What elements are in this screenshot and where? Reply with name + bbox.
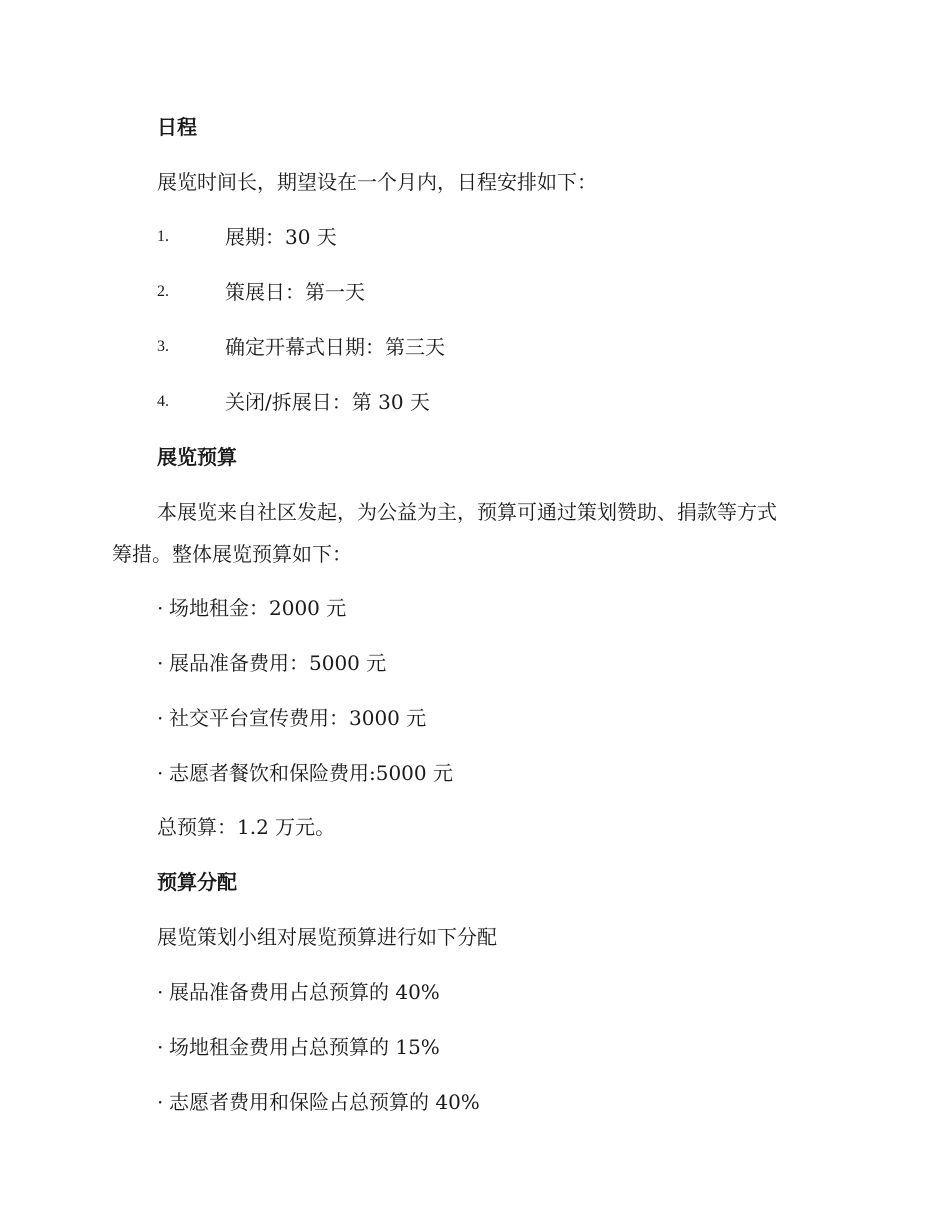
allocation-intro: 展览策划小组对展览预算进行如下分配 — [157, 925, 497, 949]
list-item-text: 社交平台宣传费用：3000 元 — [169, 706, 427, 730]
section-heading-schedule: 日程 — [157, 115, 197, 139]
list-item-text: 展品准备费用：5000 元 — [169, 651, 387, 675]
list-item-text: 场地租金费用占总预算的 15% — [169, 1035, 440, 1059]
list-item-text: 展品准备费用占总预算的 40% — [169, 980, 440, 1004]
list-item — [157, 1033, 440, 1061]
list-item — [157, 978, 440, 1006]
bullet-icon: · — [157, 651, 164, 675]
bullet-icon: · — [157, 761, 164, 785]
schedule-intro: 展览时间长，期望设在一个月内，日程安排如下： — [157, 170, 597, 194]
list-item — [157, 704, 426, 732]
budget-intro-line2: 筹措。整体展览预算如下： — [112, 542, 352, 566]
bullet-icon: · — [157, 1090, 164, 1114]
list-item-text: 确定开幕式日期：第三天 — [225, 335, 445, 359]
list-item-text: 关闭/拆展日：第 30 天 — [225, 390, 430, 414]
list-item-text: 展期：30 天 — [225, 225, 337, 249]
list-item-number: 3. — [157, 338, 169, 355]
bullet-icon: · — [157, 1035, 164, 1059]
list-item-text: 志愿者餐饮和保险费用:5000 元 — [169, 761, 453, 785]
list-item — [157, 1088, 480, 1116]
section-heading-budget: 展览预算 — [157, 445, 237, 469]
list-item — [157, 649, 386, 677]
list-item-number: 4. — [157, 393, 169, 410]
budget-total: 总预算：1.2 万元。 — [157, 815, 336, 839]
list-item-number: 2. — [157, 283, 169, 300]
bullet-icon: · — [157, 706, 164, 730]
budget-intro-line1: 本展览来自社区发起，为公益为主，预算可通过策划赞助、捐款等方式 — [157, 500, 777, 524]
list-item-text: 场地租金：2000 元 — [169, 596, 347, 620]
bullet-icon: · — [157, 980, 164, 1004]
list-item — [157, 594, 346, 622]
list-item — [157, 759, 453, 787]
list-item-number: 1. — [157, 228, 169, 245]
list-item-text: 策展日：第一天 — [225, 280, 365, 304]
bullet-icon: · — [157, 596, 164, 620]
list-item-text: 志愿者费用和保险占总预算的 40% — [169, 1090, 480, 1114]
section-heading-allocation: 预算分配 — [157, 870, 237, 894]
